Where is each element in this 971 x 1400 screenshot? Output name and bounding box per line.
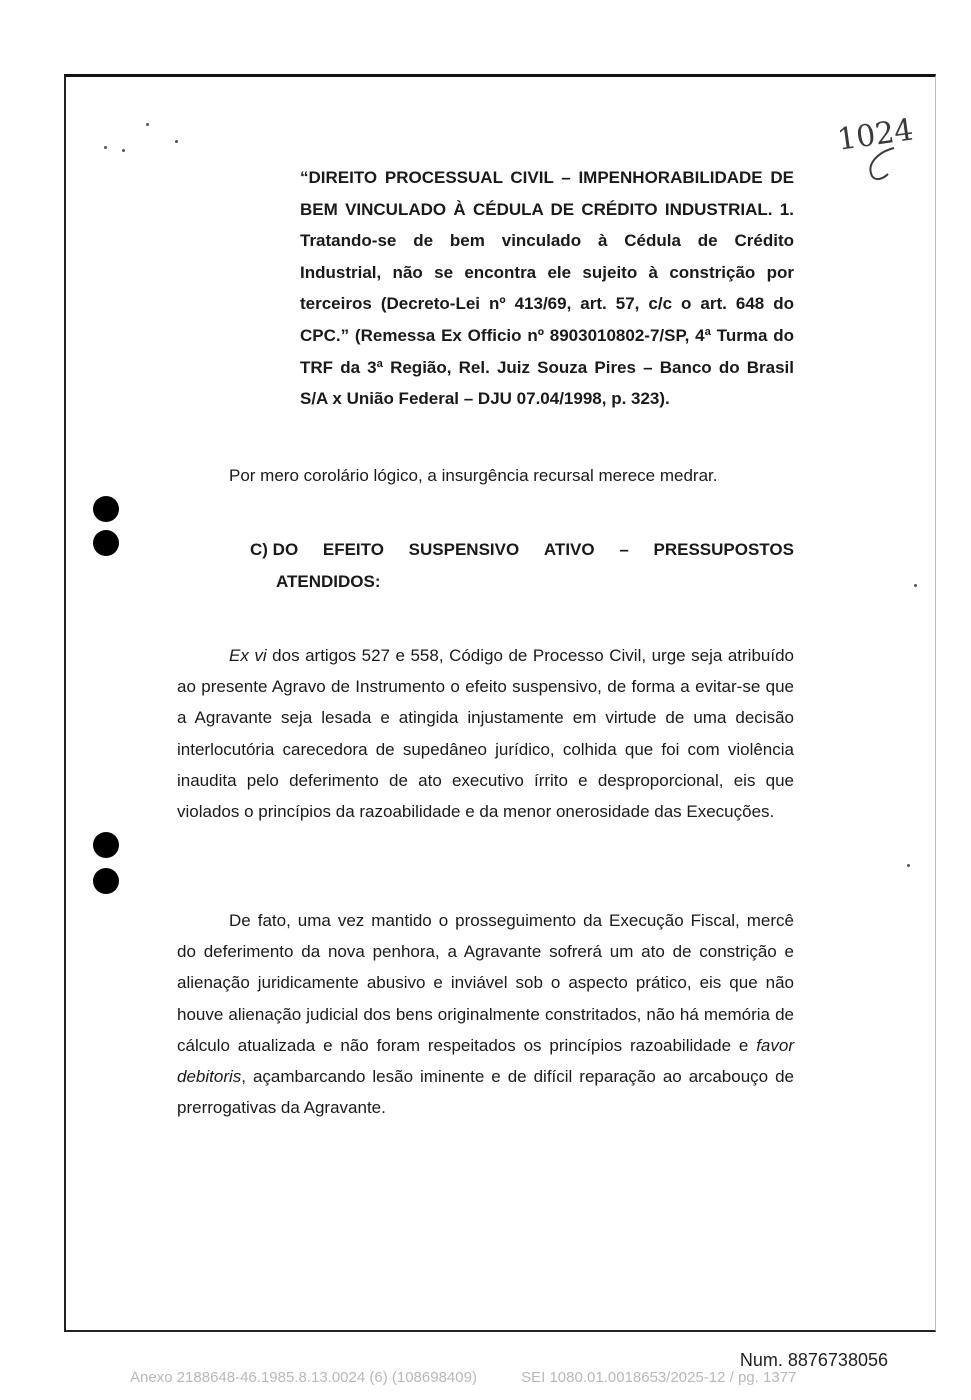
section-heading: C) DO EFEITO SUSPENSIVO ATIVO – PRESSUPOSTOS [250, 540, 794, 559]
footer-metadata [130, 1369, 796, 1386]
punch-hole [93, 868, 119, 894]
sei-reference: SEI 1080.01.0018653/2025-12 / pg. 1377 [521, 1369, 797, 1386]
conclusion-paragraph: Por mero corolário lógico, a insurgência recursal merece medrar. [229, 466, 718, 485]
punch-hole [93, 496, 119, 522]
scan-speck [146, 123, 149, 126]
jurisprudence-quote: “DIREITO PROCESSUAL CIVIL – IMPENHORABILIDADE DE BEM VINCULADO À CÉDULA DE CRÉDITO INDUSTRIAL. 1. Tratando-se de bem vinculado à Cédula de Crédito Industrial, não se encontra ele sujeito à constrição por terceiros (Decreto-Lei nº 413/69, art. 57, c/c o art. 648 do CPC.” (Remessa Ex Officio nº 8903010802-7/SP, 4ª Turma do TRF da 3ª Região, Rel. Juiz Souza Pires – Banco do Brasil S/A x União Federal – DJU 07.04/1998, p. 323). [300, 168, 794, 409]
document-number: Num. 8876738056 [739, 1350, 888, 1370]
paragraph-efeito-suspensivo: Ex vi dos artigos 527 e 558, Código de Processo Civil, urge seja atribuído ao presente Agravo de Instrumento o efeito suspensivo, de forma a evitar-se que a Agravante seja lesada e atingida injustamente em virtude de uma decisão interlocutória carecedora de supedâneo jurídico, colhida que foi com violência inaudita pelo deferimento de ato executivo írrito e desproporcional, eis que violados o princípios da razoabilidade e da menor onerosidade das Execuções. [177, 646, 794, 822]
scan-speck [104, 146, 107, 149]
scan-speck [907, 864, 910, 867]
punch-hole [93, 530, 119, 556]
svg-text:1024: 1024 [835, 112, 916, 158]
paragraph-de-fato: De fato, uma vez mantido o prosseguimento da Execução Fiscal, mercê do deferimento da nova penhora, a Agravante sofrerá um ato de constrição e alienação juridicamente abusivo e inviável sob o aspecto prático, eis que não houve alienação judicial dos bens originalmente constritados, não há memória de cálculo atualizada e não foram respeitados os princípios razoabilidade e favor debitoris, açambarcando lesão iminente e de difícil reparação ao arcabouço de prerrogativas da Agravante. [177, 911, 794, 1118]
punch-hole [93, 832, 119, 858]
scan-speck [175, 140, 178, 143]
handwritten-page-mark [835, 112, 916, 190]
scan-speck [122, 149, 125, 152]
section-heading-line2: ATENDIDOS: [276, 572, 381, 591]
annex-reference: Anexo 2188648-46.1985.8.13.0024 (6) (108698409) [130, 1369, 477, 1386]
scan-speck [914, 584, 917, 587]
